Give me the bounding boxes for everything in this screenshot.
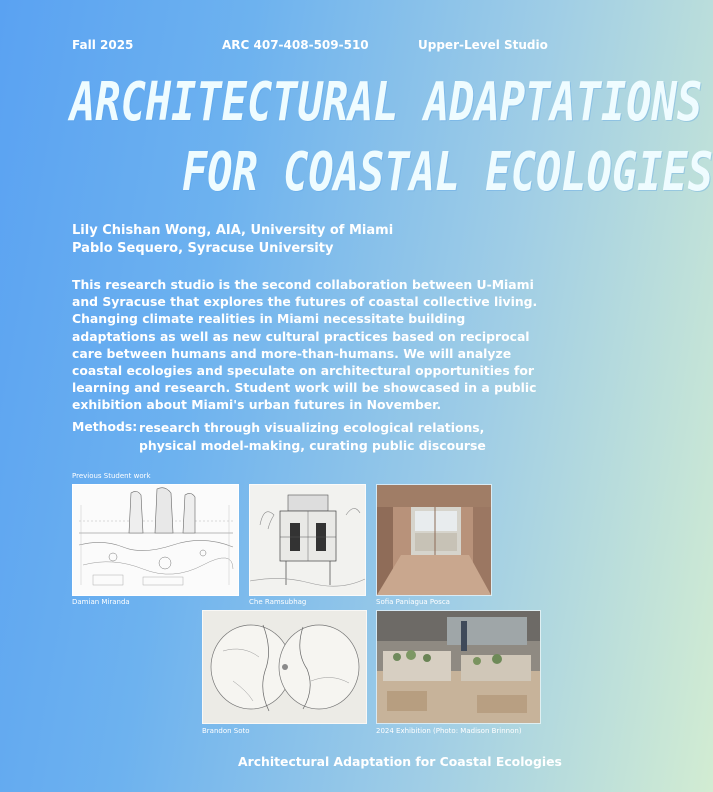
caption-exhibition: 2024 Exhibition (Photo: Madison Brinnon): [376, 727, 522, 735]
studio-level: Upper-Level Studio: [418, 38, 548, 52]
gallery-heading: Previous Student work: [72, 472, 151, 480]
interior-render-illustration: [377, 485, 491, 595]
exhibition-photo-illustration: [377, 611, 540, 723]
caption-soto: Brandon Soto: [202, 727, 250, 735]
caption-paniagua: Sofia Paniagua Posca: [376, 598, 450, 606]
image-soto-map-drawing: [202, 610, 367, 724]
building-drawing-illustration: [250, 485, 365, 595]
caption-miranda: Damian Miranda: [72, 598, 130, 606]
authors: [72, 222, 393, 258]
image-ramsubhag-building-drawing: [249, 484, 366, 596]
title-line-2: FOR COASTAL ECOLOGIES: [182, 140, 713, 203]
title-line-1: ARCHITECTURAL ADAPTATIONS: [70, 70, 703, 133]
course-number: ARC 407-408-509-510: [222, 38, 369, 52]
caption-ramsubhag: Che Ramsubhag: [249, 598, 307, 606]
semester-label: Fall 2025: [72, 38, 134, 52]
author-2: Pablo Sequero, Syracuse University: [72, 241, 334, 256]
section-drawing-illustration: [73, 485, 238, 595]
map-drawing-illustration: [203, 611, 366, 723]
methods-list: [139, 419, 486, 454]
studio-description: This research studio is the second collaboration between U-Miami and Syracuse that explores the futures of coastal collective living. Changing climate realities in Miami necessitate building adaptations as well as new cultural practices based on reciprocal care between humans and more-than-humans. We will analyze coastal ecologies and speculate on architectural opportunities for learning and research. Student work will be showcased in a public exhibition about Miami's urban futures in November.: [72, 277, 538, 413]
footer-title: Architectural Adaptation for Coastal Ecologies: [238, 754, 562, 769]
image-paniagua-interior-render: [376, 484, 492, 596]
methods-line-1: research through visualizing ecological relations,: [139, 420, 485, 435]
methods-label: Methods:: [72, 419, 138, 434]
methods-line-2: physical model-making, curating public discourse: [139, 437, 486, 453]
image-exhibition-photo: [376, 610, 541, 724]
author-1: Lily Chishan Wong, AIA, University of Miami: [72, 223, 394, 238]
image-miranda-section-drawing: [72, 484, 239, 596]
